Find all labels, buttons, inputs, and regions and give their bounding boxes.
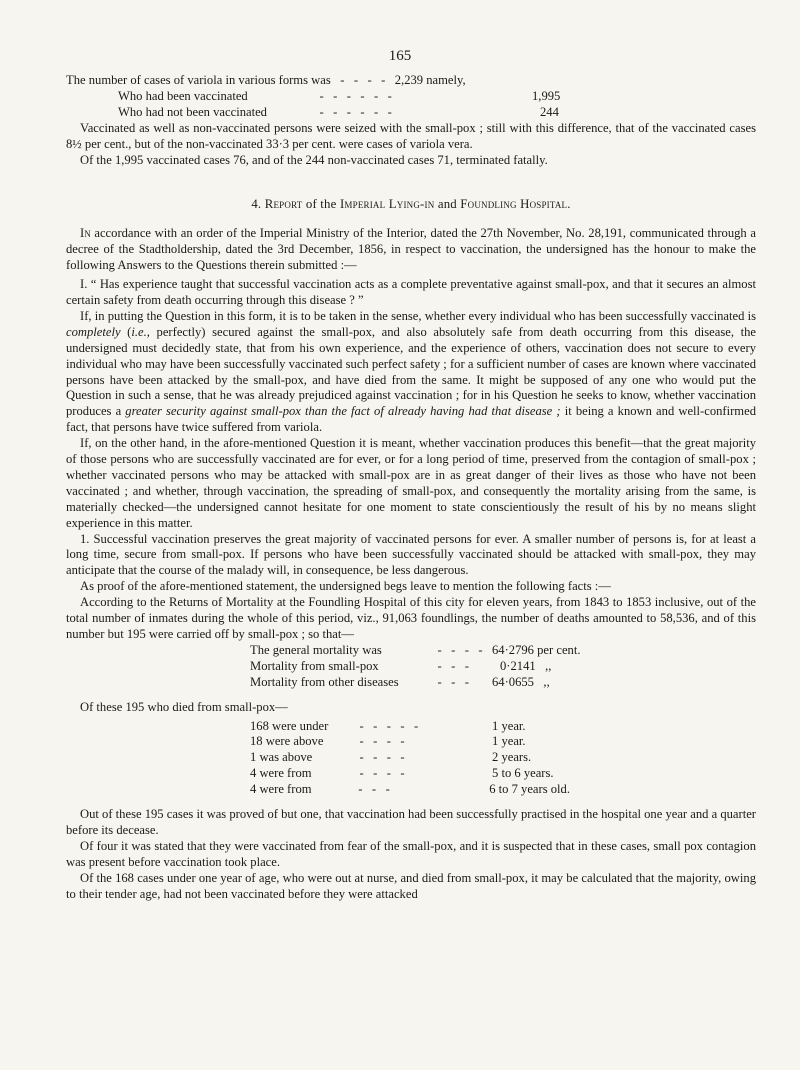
heading-word: Hospital.	[520, 197, 571, 212]
body-paragraph: According to the Returns of Mortality at the Foundling Hospital of this city for eleven years, from 1843 to 1853 inclusive, out of the total number of inmates during the whole of this period, viz., 91,063 foundlings, the number of deaths amounted to 58,536, and of this number but 195 were carried off by small-pox ; so that—	[66, 595, 756, 641]
leader-dashes: - - -	[428, 674, 479, 689]
row-value: 64·2796 per cent.	[492, 642, 581, 657]
intro-row-not-vaccinated	[66, 105, 756, 121]
row-label: The number of cases of variola in various forms was	[66, 73, 331, 87]
heading-word: Imperial	[339, 197, 386, 212]
row-value: 0·2141 ,,	[500, 658, 552, 673]
table-row	[250, 766, 570, 782]
row-label: 18 were above	[250, 734, 324, 749]
heading-word: Lying-in	[388, 197, 435, 212]
ages-table	[250, 719, 570, 799]
row-label: Who had been vaccinated	[118, 88, 248, 103]
italic-text: completely	[66, 324, 121, 339]
mortality-table	[250, 643, 610, 691]
row-label: 1 was above	[250, 750, 313, 765]
body-paragraph: If, on the other hand, in the afore-mentioned Question it is meant, whether vaccination produces this benefit—that the great majority of those persons who are successfully vaccinated are for ever, or for a long period of time, preserved from the contagion of small-pox ; whether vaccinated persons who may be attacked with small-pox are in as great danger of their lives as those who have not been vaccinated ; and whether, through vaccination, the spreading of small-pox, and consequently the mortality arising from the same, is materially checked—the undersigned cannot hesitate for one moment to state conscientiously the result of his by no means slight experience in this matter.	[66, 436, 756, 530]
table-row	[250, 643, 610, 659]
paragraph-text: accordance with an order of the Imperial Ministry of the Interior, dated the 27th November, No. 28,191, communicated through a decree of the Stadtholdership, dated the 3rd December, 1856, in respect to vaccination, the undersigned has the honour to make the following Answers to the Questions therein submitted :—	[66, 226, 756, 273]
heading-word: of the	[305, 197, 337, 212]
paragraph-text: it being a known and well-confirmed fact, that persons have twice suffered from variola.	[66, 404, 756, 435]
italic-text: i.e.,	[131, 324, 150, 339]
table-row	[250, 734, 570, 750]
section-heading	[66, 197, 756, 213]
leader-dashes: - - - -	[350, 750, 415, 765]
row-value: 1 year.	[492, 734, 526, 749]
row-label: 4 were from	[250, 766, 312, 781]
row-value: 2,239 namely,	[394, 73, 466, 87]
row-label: Mortality from small-pox	[250, 658, 379, 673]
section-number: 4.	[251, 197, 262, 212]
row-value: 1 year.	[492, 718, 526, 733]
paragraph-text: perfectly) secured against the small-pox, and also absolutely safe from death occurring from this disease, the undersigned must decidedly state, that from his own experience, and the experience of others, vaccination does not secure to every individual who may have been successfully vaccinated such perfect safety ; for a sufficient number of cases are known where vaccinated persons have been attacked by the small-pox, and have died from the same. It might be supposed of any one who would put the Question in such a sense, that he was already prejudiced against vaccination ; for in his Question he seeks to know, whether vaccination produces a	[66, 324, 756, 419]
body-paragraph: 1. Successful vaccination preserves the great majority of vaccinated persons for ever. A smaller number of persons is, for at least a long time, secure from small-pox. If persons who have been successfully vaccinated should be attacked with small-pox, they may anticipate that the course of the malady will, in consequence, be less dangerous.	[66, 531, 756, 578]
body-paragraph	[66, 309, 756, 436]
row-label: 168 were under	[250, 718, 329, 733]
heading-word: Foundling	[460, 197, 517, 212]
drop-word: In	[80, 226, 91, 241]
intro-row-total	[66, 73, 756, 89]
row-label: The general mortality was	[250, 642, 382, 657]
row-value: 244	[540, 104, 559, 119]
body-paragraph: Of the 168 cases under one year of age, who were out at nurse, and died from small-pox, it may be calculated that the majority, owing to their tender age, had not been vaccinated before they were attacked	[66, 870, 756, 901]
question-paragraph: I. “ Has experience taught that successful vaccination acts as a complete preventative against small-pox, and that it secures an almost certain safety from death occurring through this disease ? ”	[66, 277, 756, 307]
body-paragraph	[66, 226, 756, 274]
heading-word: and	[437, 197, 457, 212]
paragraph-text: (	[120, 324, 132, 339]
leader-dashes: - - -	[348, 782, 400, 797]
row-label: Mortality from other diseases	[250, 674, 399, 689]
row-value: 6 to 7 years old.	[489, 782, 570, 797]
row-value: 2 years.	[492, 750, 532, 765]
table-row	[250, 719, 570, 735]
leader-dashes: - - - -	[350, 734, 415, 749]
leader-dashes: - - - - - -	[310, 104, 402, 119]
ages-intro: Of these 195 who died from small-pox—	[80, 699, 288, 714]
row-label: Who had not been vaccinated	[118, 104, 267, 119]
body-paragraph: Of four it was stated that they were vaccinated from fear of the small-pox, and it is suspected that in these cases, small pox contagion was present before vaccination took place.	[66, 838, 756, 869]
row-value: 1,995	[532, 88, 561, 103]
intro-row-vaccinated	[66, 89, 756, 105]
italic-text: greater security against small-pox than the fact of already having had that disease ;	[125, 404, 561, 419]
leader-dashes: - - - -	[428, 642, 493, 657]
body-paragraph: As proof of the afore-mentioned statement, the undersigned begs leave to mention the following facts :—	[80, 579, 611, 594]
row-value: 5 to 6 years.	[492, 766, 554, 781]
leader-dashes: - - - - -	[350, 718, 428, 733]
paragraph-text: If, in putting the Question in this form, it is to be taken in the sense, whether every individual who has been successfully vaccinated is	[80, 308, 756, 323]
row-value: 64·0655 ,,	[492, 674, 550, 689]
page-content	[66, 73, 756, 903]
intro-paragraph: Vaccinated as well as non-vaccinated persons were seized with the small-pox ; still with this difference, that of the vaccinated cases 8½ per cent., but of the non-vaccinated 33·3 per cent. were cases of variola vera.	[66, 120, 756, 151]
body-paragraph: Out of these 195 cases it was proved of but one, that vaccination had been successfully practised in the hospital one year and a quarter before its decease.	[66, 807, 756, 837]
leader-dashes: - - - - - -	[310, 88, 402, 103]
table-row	[250, 675, 610, 691]
table-row	[250, 782, 570, 798]
intro-paragraph: Of the 1,995 vaccinated cases 76, and of the 244 non-vaccinated cases 71, terminated fatally.	[80, 152, 548, 167]
table-row	[250, 659, 610, 675]
leader-dashes: - - - -	[330, 73, 395, 87]
table-row	[250, 750, 570, 766]
heading-word: Report	[264, 197, 303, 212]
leader-dashes: - - - -	[350, 766, 415, 781]
row-label: 4 were from	[250, 782, 312, 797]
leader-dashes: - - -	[428, 658, 479, 673]
page-number: 165	[388, 48, 412, 64]
